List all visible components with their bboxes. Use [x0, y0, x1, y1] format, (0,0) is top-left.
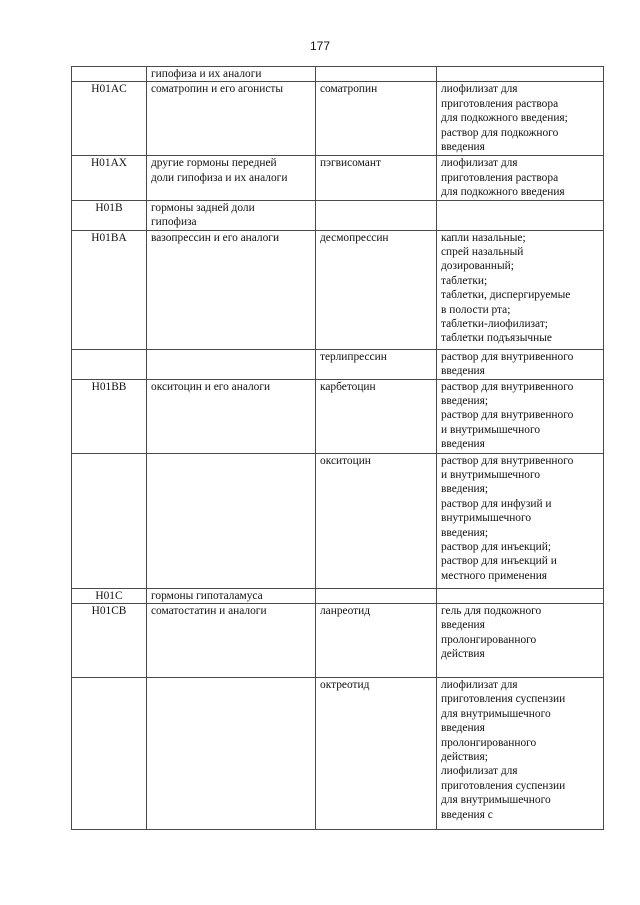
drug-name-cell [316, 379, 437, 453]
cell-text-line: гормоны гипоталамуса [151, 589, 263, 602]
group-name-cell [147, 604, 316, 678]
atc-code-cell [72, 67, 147, 82]
drug-name-cell [316, 453, 437, 588]
cell-text-line: гель для подкожного [441, 605, 542, 618]
cell-text-line: другие гормоны передней [151, 157, 277, 170]
table-row [72, 453, 604, 588]
dosage-form-cell [437, 230, 604, 349]
dosage-form-cell [437, 67, 604, 82]
group-name-cell [147, 200, 316, 230]
cell-text-line: введения [441, 141, 485, 154]
table-row [72, 82, 604, 156]
drug-name-cell [316, 82, 437, 156]
cell-text-line: окситоцин и его аналоги [151, 380, 271, 393]
atc-code-cell: H01B [72, 200, 147, 230]
cell-text-line: введения; [441, 526, 489, 539]
cell-text-line: спрей назальный [441, 246, 524, 259]
drug-name-cell [316, 156, 437, 200]
cell-text-line: приготовления раствора [441, 171, 559, 184]
table-body [72, 67, 604, 830]
cell-text-line: соматостатин и аналоги [151, 605, 267, 618]
group-name-cell [147, 678, 316, 830]
cell-text-line: гипофиза [151, 216, 197, 229]
cell-text-line: соматропин и его агонисты [151, 83, 284, 96]
cell-text-line: действия; [441, 751, 488, 764]
cell-text-line: лиофилизат для [441, 157, 518, 170]
cell-text-line: таблетки подъязычные [441, 332, 552, 345]
atc-code-cell [72, 453, 147, 588]
dosage-form-cell [437, 379, 604, 453]
cell-text-line: для подкожного введения; [441, 112, 568, 125]
cell-text-line: капли назальные; [441, 231, 526, 244]
drug-name-cell [316, 349, 437, 379]
cell-text-line: введения [441, 619, 485, 632]
cell-text-line: доли гипофиза и их аналоги [151, 171, 288, 184]
cell-text-line: таблетки; [441, 274, 488, 287]
drug-name-cell [316, 678, 437, 830]
cell-text-line: приготовления раствора [441, 97, 559, 110]
drug-table [71, 66, 604, 830]
cell-text-line: введения; [441, 483, 489, 496]
cell-text-line: приготовления суспензии [441, 693, 566, 706]
atc-code-cell [72, 678, 147, 830]
cell-text-line: раствор для инъекций; [441, 541, 552, 554]
group-name-cell [147, 67, 316, 82]
atc-code-cell: H01AC [72, 82, 147, 156]
cell-text-line: раствор для инфузий и [441, 497, 552, 510]
atc-code-cell: H01CB [72, 604, 147, 678]
atc-code-cell [72, 349, 147, 379]
cell-text-line: для внутримышечного [441, 794, 551, 807]
cell-text-line: лиофилизат для [441, 765, 518, 778]
table-row [72, 230, 604, 349]
drug-name-cell [316, 604, 437, 678]
dosage-form-cell [437, 156, 604, 200]
cell-text-line: раствор для подкожного [441, 126, 559, 139]
group-name-cell [147, 588, 316, 603]
cell-text-line: лиофилизат для [441, 679, 518, 692]
cell-text-line: введения; [441, 395, 489, 408]
cell-text-line: гормоны задней доли [151, 201, 255, 214]
group-name-cell [147, 379, 316, 453]
table-row [72, 379, 604, 453]
cell-text-line: дозированный; [441, 260, 514, 273]
dosage-form-cell [437, 604, 604, 678]
table-row [72, 200, 604, 230]
cell-text-line: введения [441, 438, 485, 451]
cell-text-line: введения [441, 365, 485, 378]
cell-text-line: для подкожного введения [441, 186, 565, 199]
cell-text-line: и внутримышечного [441, 423, 541, 436]
dosage-form-cell [437, 200, 604, 230]
table-row [72, 678, 604, 830]
table-row [72, 349, 604, 379]
group-name-cell [147, 349, 316, 379]
cell-text-line: для внутримышечного [441, 707, 551, 720]
group-name-cell [147, 230, 316, 349]
cell-text-line: окситоцин [320, 454, 371, 467]
cell-text-line: раствор для внутривенного [441, 409, 574, 422]
cell-text-line: пэгвисомант [320, 157, 381, 170]
cell-text-line: соматропин [320, 83, 378, 96]
cell-text-line: введения с [441, 808, 493, 821]
drug-name-cell [316, 67, 437, 82]
cell-text-line: таблетки-лиофилизат; [441, 318, 548, 331]
table-row [72, 156, 604, 200]
atc-code-cell: H01BB [72, 379, 147, 453]
cell-text-line: приготовления суспензии [441, 779, 566, 792]
cell-text-line: пролонгированного [441, 633, 537, 646]
cell-text-line: пролонгированного [441, 736, 537, 749]
atc-code-cell: H01BA [72, 230, 147, 349]
dosage-form-cell [437, 349, 604, 379]
dosage-form-cell [437, 678, 604, 830]
cell-text-line: лиофилизат для [441, 83, 518, 96]
cell-text-line: терлипрессин [320, 350, 387, 363]
dosage-form-cell [437, 588, 604, 603]
group-name-cell [147, 82, 316, 156]
drug-name-cell [316, 200, 437, 230]
cell-text-line: внутримышечного [441, 512, 532, 525]
cell-text-line: введения [441, 722, 485, 735]
cell-text-line: раствор для внутривенного [441, 380, 574, 393]
table-row [72, 67, 604, 82]
dosage-form-cell [437, 453, 604, 588]
cell-text-line: действия [441, 648, 485, 661]
cell-text-line: октреотид [320, 679, 370, 692]
cell-text-line: раствор для инъекций и [441, 555, 557, 568]
cell-text-line: ланреотид [320, 605, 371, 618]
cell-text-line: карбетоцин [320, 380, 376, 393]
drug-name-cell [316, 588, 437, 603]
dosage-form-cell [437, 82, 604, 156]
table-row [72, 604, 604, 678]
cell-text-line: таблетки, диспергируемые [441, 289, 571, 302]
cell-text-line: вазопрессин и его аналоги [151, 231, 280, 244]
cell-text-line: и внутримышечного [441, 469, 541, 482]
cell-text-line: в полости рта; [441, 303, 511, 316]
cell-text-line: десмопрессин [320, 231, 389, 244]
cell-text-line: раствор для внутривенного [441, 454, 574, 467]
atc-code-cell: H01C [72, 588, 147, 603]
cell-text-line: раствор для внутривенного [441, 350, 574, 363]
atc-code-cell: H01AX [72, 156, 147, 200]
group-name-cell [147, 453, 316, 588]
cell-text-line: гипофиза и их аналоги [151, 68, 262, 80]
page-number: 177 [309, 39, 331, 53]
drug-name-cell [316, 230, 437, 349]
table-row [72, 588, 604, 603]
group-name-cell [147, 156, 316, 200]
cell-text-line: местного применения [441, 569, 548, 582]
